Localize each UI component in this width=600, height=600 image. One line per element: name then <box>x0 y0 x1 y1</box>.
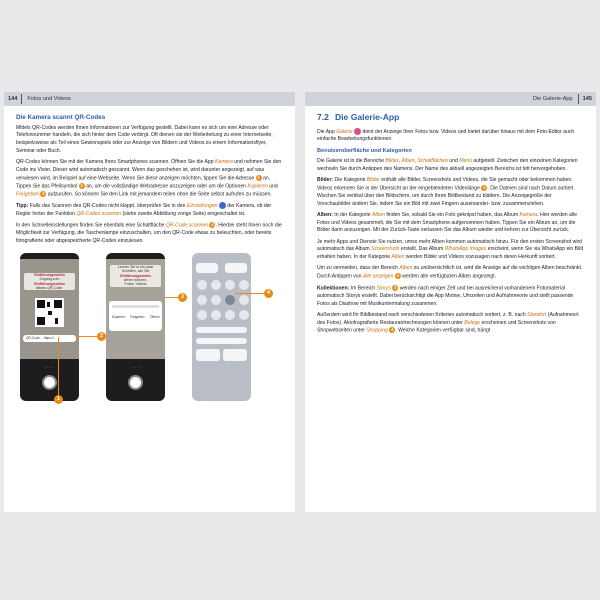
option-copy[interactable]: Kopieren <box>112 315 125 320</box>
text: QR-Codes können Sie mit der Kamera Ihres Smartphones scannen. Öffnen Sie die App <box>16 159 215 166</box>
qs-toggle[interactable] <box>225 280 235 290</box>
paragraph-tip <box>16 202 283 218</box>
qs-card[interactable] <box>196 349 220 361</box>
callout-line <box>235 293 264 294</box>
term-menue: Menü <box>459 158 472 165</box>
text: , <box>414 158 418 165</box>
callout-line <box>76 336 97 337</box>
qs-toggle[interactable] <box>225 310 235 320</box>
term-kamera: Kamera <box>519 212 538 218</box>
paragraph-more-albums <box>317 239 584 262</box>
text: zu unübersichtlich ist, wird die Anzeige auf die wichtigen Alben beschränkt. Durch Antippen von <box>317 265 583 280</box>
options-popup <box>109 301 162 331</box>
left-page-header <box>4 92 295 106</box>
text: (siehe zweite Abbildung vorige Seite) eingeschaltet ist. <box>121 210 246 217</box>
text: aufzurufen. So können Sie den Link mit jemandem teilen ohne die Seite selbst aufrufen zu müssen. <box>46 190 272 197</box>
qr-button-term: QR-Code scannen <box>165 222 209 229</box>
figure-callout-1: 1 <box>54 395 63 404</box>
callout-marker-1: 1 <box>257 174 260 180</box>
qr-code-image <box>35 298 64 327</box>
figure-callout-4: 4 <box>264 289 273 298</box>
paragraph-sorting <box>317 312 584 335</box>
settings-gear-icon <box>219 202 226 209</box>
term-shopping: Shopping <box>366 327 388 334</box>
term-alben: Alben <box>371 212 385 218</box>
qs-toggle[interactable] <box>239 295 249 305</box>
text: werden nach einiger Zeit und bei ausreichend vorhandenem Fotomaterial automatisch Storys erstellt. Dabei berücksichtigt die App Motive, Uhrzeiten und Aufnahmeorte und stellt passende Fotos als Diashow mit Musikuntermalung zusammen. <box>317 285 574 307</box>
qs-toggle[interactable] <box>211 295 221 305</box>
chapter-number: 7.2 <box>317 112 329 122</box>
term-storys: Storys <box>376 285 391 292</box>
shutter-button[interactable] <box>42 375 57 390</box>
callout-line <box>58 337 59 395</box>
left-page-number: 144 <box>8 96 18 102</box>
text: Falls das Scannen des QR-Codes nicht klappt, überprüfen Sie in den <box>28 203 187 210</box>
text: . Welche Kategorien verfügbar sind, hängt <box>395 327 491 334</box>
qs-toggle[interactable] <box>197 280 207 290</box>
paragraph-intro: Mittels QR-Codes werden Ihnen Informationen zur Verfügung gestellt. Dabei kann es sich um eine Adresse oder Telefonnummer handeln, die sich hinter dem Code verbirgt. Oft dienen sie der Weiterleitung zu einer Internetseite, beispielsweise als Teil eines Gewinnspiels oder zur Anzeige von Bildern und Videos zu einem Informationsflyer, Seminar oder Buch. <box>16 124 273 154</box>
label-alben: Alben: <box>317 212 333 218</box>
text: an, um die vollständige Webadresse anzuzeigen oder um die Optionen <box>84 182 248 189</box>
qs-toggle[interactable] <box>197 295 207 305</box>
subheading: Benutzeroberfläche und Kategorien <box>317 147 412 154</box>
chapter-heading <box>317 114 584 122</box>
paragraph-show-all <box>317 265 584 281</box>
text: , <box>398 158 402 165</box>
camera-mode-row: · · · · · <box>45 366 54 371</box>
qs-card[interactable] <box>223 349 247 361</box>
callout-marker-2: 2 <box>396 273 400 279</box>
right-page <box>305 92 596 512</box>
option-freigeben: Freigeben <box>16 190 39 197</box>
text: werden alle verfügbaren Alben angezeigt. <box>400 273 497 280</box>
flyer-line: sehen können. <box>123 278 148 283</box>
paragraph-scan <box>16 159 283 199</box>
paragraph-bilder <box>317 177 584 208</box>
qs-toggle[interactable] <box>239 280 249 290</box>
qs-tile[interactable] <box>196 263 218 273</box>
right-page-header <box>305 92 596 106</box>
qr-result-url[interactable]: QR-Code: ...https://... <box>23 335 76 342</box>
term-whatsapp-images: WhatsApp Images <box>444 246 487 253</box>
qs-toggle[interactable] <box>211 280 221 290</box>
text: an. Tippen Sie das Pfeilsymbol <box>16 174 271 189</box>
left-page <box>4 92 295 512</box>
text: dient der Anzeige Ihrer Fotos bzw. Videos und bietet darüber hinaus mit dem Foto-Editor auch einfache Bearbeitungsfunktionen. <box>317 128 575 143</box>
label-kollektionen: Kollektionen: <box>317 285 350 292</box>
option-kopieren: Kopieren <box>247 182 268 189</box>
callout-line <box>164 297 178 298</box>
callout-marker-4: 4 <box>391 327 394 333</box>
callout-marker-4: 4 <box>211 222 214 228</box>
text: In den Schnelleinstellungen finden Sie ebenfalls eine Schaltfläche <box>16 222 166 229</box>
text: und <box>447 158 460 165</box>
url-bar <box>112 305 159 308</box>
term-bilder: Bilder <box>366 177 380 184</box>
term-alben: Alben <box>399 265 413 272</box>
paragraph-quick-settings <box>16 222 283 245</box>
option-share[interactable]: Freigeben <box>130 315 145 320</box>
text: der Kamera, ob der Regler hinter der Funktion <box>16 203 272 217</box>
paragraph-kollektionen <box>317 285 584 308</box>
phone-screenshot-options <box>106 253 165 401</box>
right-page-number: 145 <box>582 96 592 102</box>
term-alben: Alben <box>391 254 405 261</box>
term-schaltflaechen: Schaltflächen <box>417 158 448 165</box>
text: erstellt. Das Album <box>399 246 445 253</box>
label-bilder: Bilder: <box>317 177 334 184</box>
figure-callout-3: 3 <box>178 293 187 302</box>
callout-marker-3: 3 <box>394 284 397 290</box>
qr-scan-quick-button[interactable] <box>225 295 235 305</box>
app-kamera-link: Kamera <box>214 159 233 166</box>
term-standort: Standort <box>527 311 547 318</box>
text: . Die Dateien sind nach Datum sortiert. Wischen Sie vertikal über den Bildschirm, um durch Ihren Bildbestand zu blättern. Die Anzeigegröße der Vorschaubilder ändern Sie, indem Sie ein Bild mit zwei Fingern auseinander- bzw. zusammenziehen. <box>317 185 575 207</box>
text: (Aufnahmeort des Fotos). Aktofragrafierte Restaurantrechnungen können unter <box>317 311 579 326</box>
qr-scan-term: QR-Codes scannen <box>76 210 122 217</box>
tip-label: Tipp: <box>16 203 29 210</box>
right-page-body <box>305 106 596 335</box>
left-running-title: Fotos und Videos <box>27 96 71 102</box>
text: werden Bilder und Videos sozusagen nach deren Herkunft sortiert. <box>404 254 556 261</box>
phone-screenshot-quick-settings <box>192 253 251 401</box>
left-page-body <box>4 106 295 413</box>
text: enthält alle Bilder, Screenshots und Videos, die Sie gemacht oder bekommen haben. Videos erkennen Sie in der Übersicht an der eingeblendeten Videolänge <box>317 177 573 192</box>
text: Im Bereich <box>349 285 377 292</box>
paragraph-areas <box>317 158 584 173</box>
term-belege: Belege <box>464 319 481 326</box>
brightness-slider[interactable] <box>196 327 247 333</box>
flyer-line: Fotos, Videos <box>124 282 147 287</box>
qs-toggle[interactable] <box>239 310 249 320</box>
qs-toggle[interactable] <box>211 310 221 320</box>
shutter-button[interactable] <box>128 375 143 390</box>
flyer-banner <box>24 273 75 290</box>
section-title: Die Kamera scannt QR-Codes <box>16 114 106 121</box>
text: erscheinen und Screenshots von Shopwebseiten unter <box>317 319 556 334</box>
callout-marker-1: 1 <box>483 184 486 190</box>
flyer-line: Schritten, wie Sie <box>121 269 150 274</box>
qs-tile[interactable] <box>225 263 247 273</box>
text: erscheint, wenn Sie via WhatsApp ein Bild erhalten haben. In der Kategorie <box>317 246 584 261</box>
term-alle-anzeigen: Alle anzeigen <box>362 273 394 280</box>
text: aufgeteilt. Zwischen den einzelnen Kategorien wechseln Sie durch Antippen des Namens. Der Name des aktuell angezeigten Bereichs ist fett hervorgehoben. <box>317 158 578 172</box>
callout-marker-3: 3 <box>42 190 45 196</box>
qs-toggle[interactable] <box>197 310 207 320</box>
text: Außerdem wird Ihr Bildbestand nach verschiedenen Kriterien automatisch sortiert, z. B. nach <box>317 311 528 318</box>
app-galerie-link: Galerie <box>336 128 353 135</box>
text: und nehmen Sie den Code ins Visier. Dieser wird automatisch gescannt. Wenn das geschehen ist, wird darunter angezeigt, auf was verwiesen wird, im Beispiel auf eine Webseite. Wenn Sie diese anzeigen möchten, tippen Sie die Adresse <box>16 159 282 181</box>
flyer-line: Einführungsvideo <box>34 273 65 278</box>
settings-term: Einstellungen <box>186 203 218 210</box>
text: . Hier werden alle Fotos und Videos gesammelt, die Sie mit dem Smartphone aufgenommen haben. Tippen Sie ein Album an, um die Bilder darin anzuzeigen. Mit der Zurück-Taste verlassen Sie das Album wieder und kehren zur Übersicht zurück. <box>317 212 577 234</box>
chapter-title: Die Galerie-App <box>334 112 400 122</box>
flyer-line: Lernen Sie in ein paar <box>117 265 154 270</box>
text: In der Kategorie <box>332 212 372 218</box>
flyer-line: Einführungsvideo <box>120 273 151 278</box>
text: und <box>267 182 278 189</box>
callout-marker-2: 2 <box>80 182 83 188</box>
paragraph-alben <box>317 212 584 235</box>
flyer-line: Zugang zum <box>39 277 60 282</box>
text: Je mehr Apps und Dienste Sie nutzen, umso mehr Alben kommen automatisch hinzu. Für den ersten Screenshot wird automatisch das Album <box>317 238 583 253</box>
text: . Hierbei steht Ihnen noch die Möglichkeit zur Verfügung, die Taschenlampe einzuschalten, um den QR-Code etwas zu beleuchten, oder bereits fotografierte oder abgespeicherte QR-Codes einzulesen. <box>16 222 282 244</box>
text: Die App <box>317 128 337 135</box>
term-bilder: Bilder <box>385 158 399 165</box>
text: Um zu vermeiden, dass der Bereich <box>317 265 400 272</box>
text: Die Kategorie <box>333 177 367 184</box>
camera-mode-row: · · · · · <box>131 366 140 371</box>
phone-screenshot-camera <box>20 253 79 401</box>
screenshot-figure <box>16 249 283 413</box>
flyer-banner <box>110 265 161 286</box>
flyer-line: Einführungsvideo <box>34 281 65 286</box>
term-alben: Alben <box>401 158 415 165</box>
media-slider[interactable] <box>196 338 247 344</box>
right-running-title: Die Galerie-App <box>532 96 573 102</box>
option-open[interactable]: Öffnen <box>150 315 160 320</box>
text: Die Galerie ist in die Bereiche <box>317 158 386 165</box>
flyer-line: dieses QR-Code. <box>35 286 64 291</box>
paragraph-galerie-intro <box>317 128 584 144</box>
figure-callout-2: 2 <box>97 332 106 341</box>
text: finden Sie, sobald Sie ein Foto geknipst haben, das Album <box>384 212 520 218</box>
term-screenshots: Screenshots <box>371 246 400 253</box>
